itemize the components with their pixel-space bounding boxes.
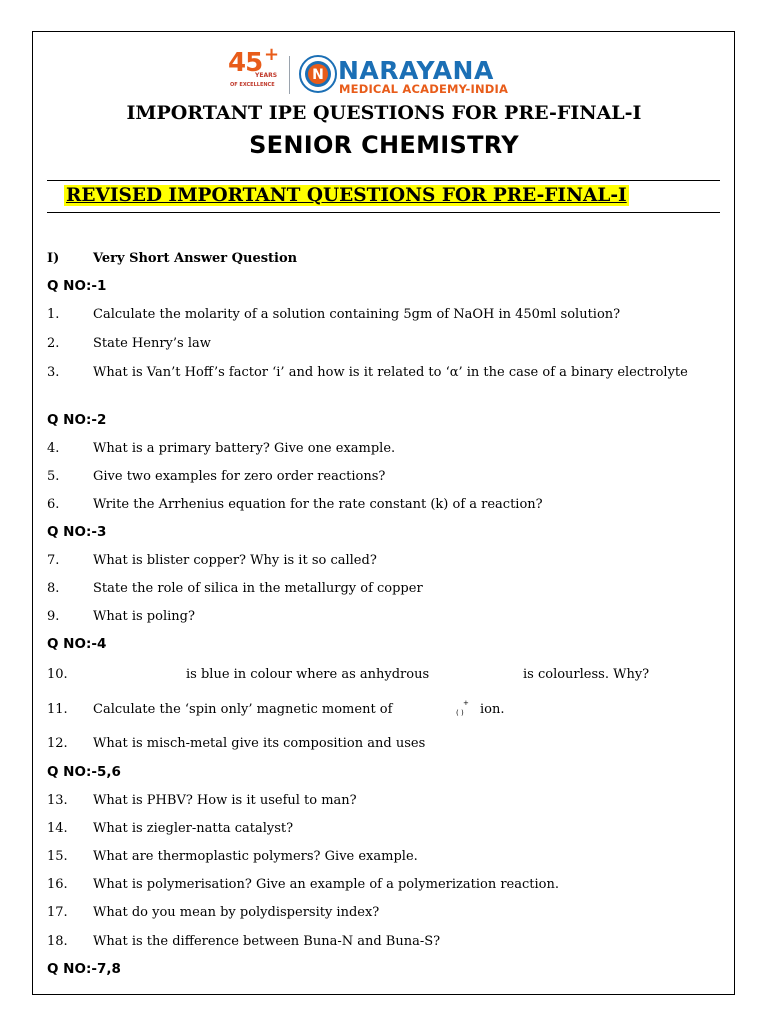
question-number: 12. [47, 736, 68, 751]
section-label: I) [47, 251, 60, 266]
question-number: 8. [47, 581, 60, 596]
question-number: 11. [47, 702, 68, 717]
question-text: What is Van’t Hoff’s factor ‘i’ and how is it related to ‘α’ in the case of a binary electrolyte [93, 365, 688, 380]
qno-heading: Q NO:-3 [47, 524, 107, 540]
emblem-letter: N [312, 67, 324, 83]
question-number: 2. [47, 336, 60, 351]
question-text: What do you mean by polydispersity index? [93, 905, 380, 920]
question-text: is colourless. Why? [523, 667, 650, 682]
document-title: IMPORTANT IPE QUESTIONS FOR PRE-FINAL-I [126, 102, 642, 124]
question-text: What is polymerisation? Give an example of a polymerization reaction. [93, 877, 559, 892]
revised-heading: REVISED IMPORTANT QUESTIONS FOR PRE-FINAL-I [66, 185, 627, 206]
logo-header [0, 44, 768, 100]
question-text: What is PHBV? How is it useful to man? [93, 793, 357, 808]
bottom-rule [47, 212, 720, 213]
question-text: What is misch-metal give its composition and uses [93, 736, 426, 751]
question-number: 13. [47, 793, 68, 808]
qno-heading: Q NO:-5,6 [47, 764, 121, 780]
question-text: What is poling? [93, 609, 195, 624]
badge-number: 45 [228, 48, 263, 78]
question-number: 3. [47, 365, 60, 380]
formula-oxidation: ( ) [456, 709, 464, 717]
top-rule [47, 180, 720, 181]
question-number: 6. [47, 497, 60, 512]
question-text: is blue in colour where as anhydrous [186, 667, 430, 682]
question-number: 10. [47, 667, 68, 682]
question-text: ion. [480, 702, 505, 717]
question-text: Calculate the ‘spin only’ magnetic moment of [93, 702, 393, 717]
question-number: 16. [47, 877, 68, 892]
question-number: 4. [47, 441, 60, 456]
question-text: State the role of silica in the metallurgy of copper [93, 581, 423, 596]
question-number: 17. [47, 905, 68, 920]
document-subtitle [0, 131, 768, 159]
question-text: What is blister copper? Why is it so called? [93, 553, 377, 568]
qno-heading: Q NO:-4 [47, 636, 107, 652]
anniversary-badge [228, 44, 284, 94]
subject-name: SENIOR CHEMISTRY [249, 131, 519, 159]
question-number: 15. [47, 849, 68, 864]
question-text: What is the difference between Buna-N and Buna-S? [93, 934, 441, 949]
badge-years: YEARS [255, 72, 278, 79]
question-text: State Henry’s law [93, 336, 211, 351]
question-number: 5. [47, 469, 60, 484]
brand-name: NARAYANA [338, 56, 494, 85]
question-text: Write the Arrhenius equation for the rate constant (k) of a reaction? [93, 497, 543, 512]
question-number: 1. [47, 307, 60, 322]
logo-divider [289, 56, 290, 94]
badge-tagline: OF EXCELLENCE [230, 82, 275, 88]
question-text: Calculate the molarity of a solution containing 5gm of NaOH in 450ml solution? [93, 307, 621, 322]
narayana-emblem-icon [298, 54, 338, 94]
qno-heading: Q NO:-2 [47, 412, 107, 428]
question-number: 9. [47, 609, 60, 624]
question-text: What are thermoplastic polymers? Give example. [93, 849, 418, 864]
qno-heading: Q NO:-7,8 [47, 961, 121, 977]
question-number: 7. [47, 553, 60, 568]
question-text: What is a primary battery? Give one example. [93, 441, 396, 456]
brand-subtitle: MEDICAL ACADEMY-INDIA [339, 82, 509, 96]
question-text: What is ziegler-natta catalyst? [93, 821, 294, 836]
section-title: Very Short Answer Question [93, 251, 298, 266]
question-text: Give two examples for zero order reactions? [93, 469, 386, 484]
question-number: 14. [47, 821, 68, 836]
badge-plus: + [264, 44, 280, 65]
question-number: 18. [47, 934, 68, 949]
formula-charge: + [463, 699, 469, 707]
qno-heading: Q NO:-1 [47, 278, 107, 294]
